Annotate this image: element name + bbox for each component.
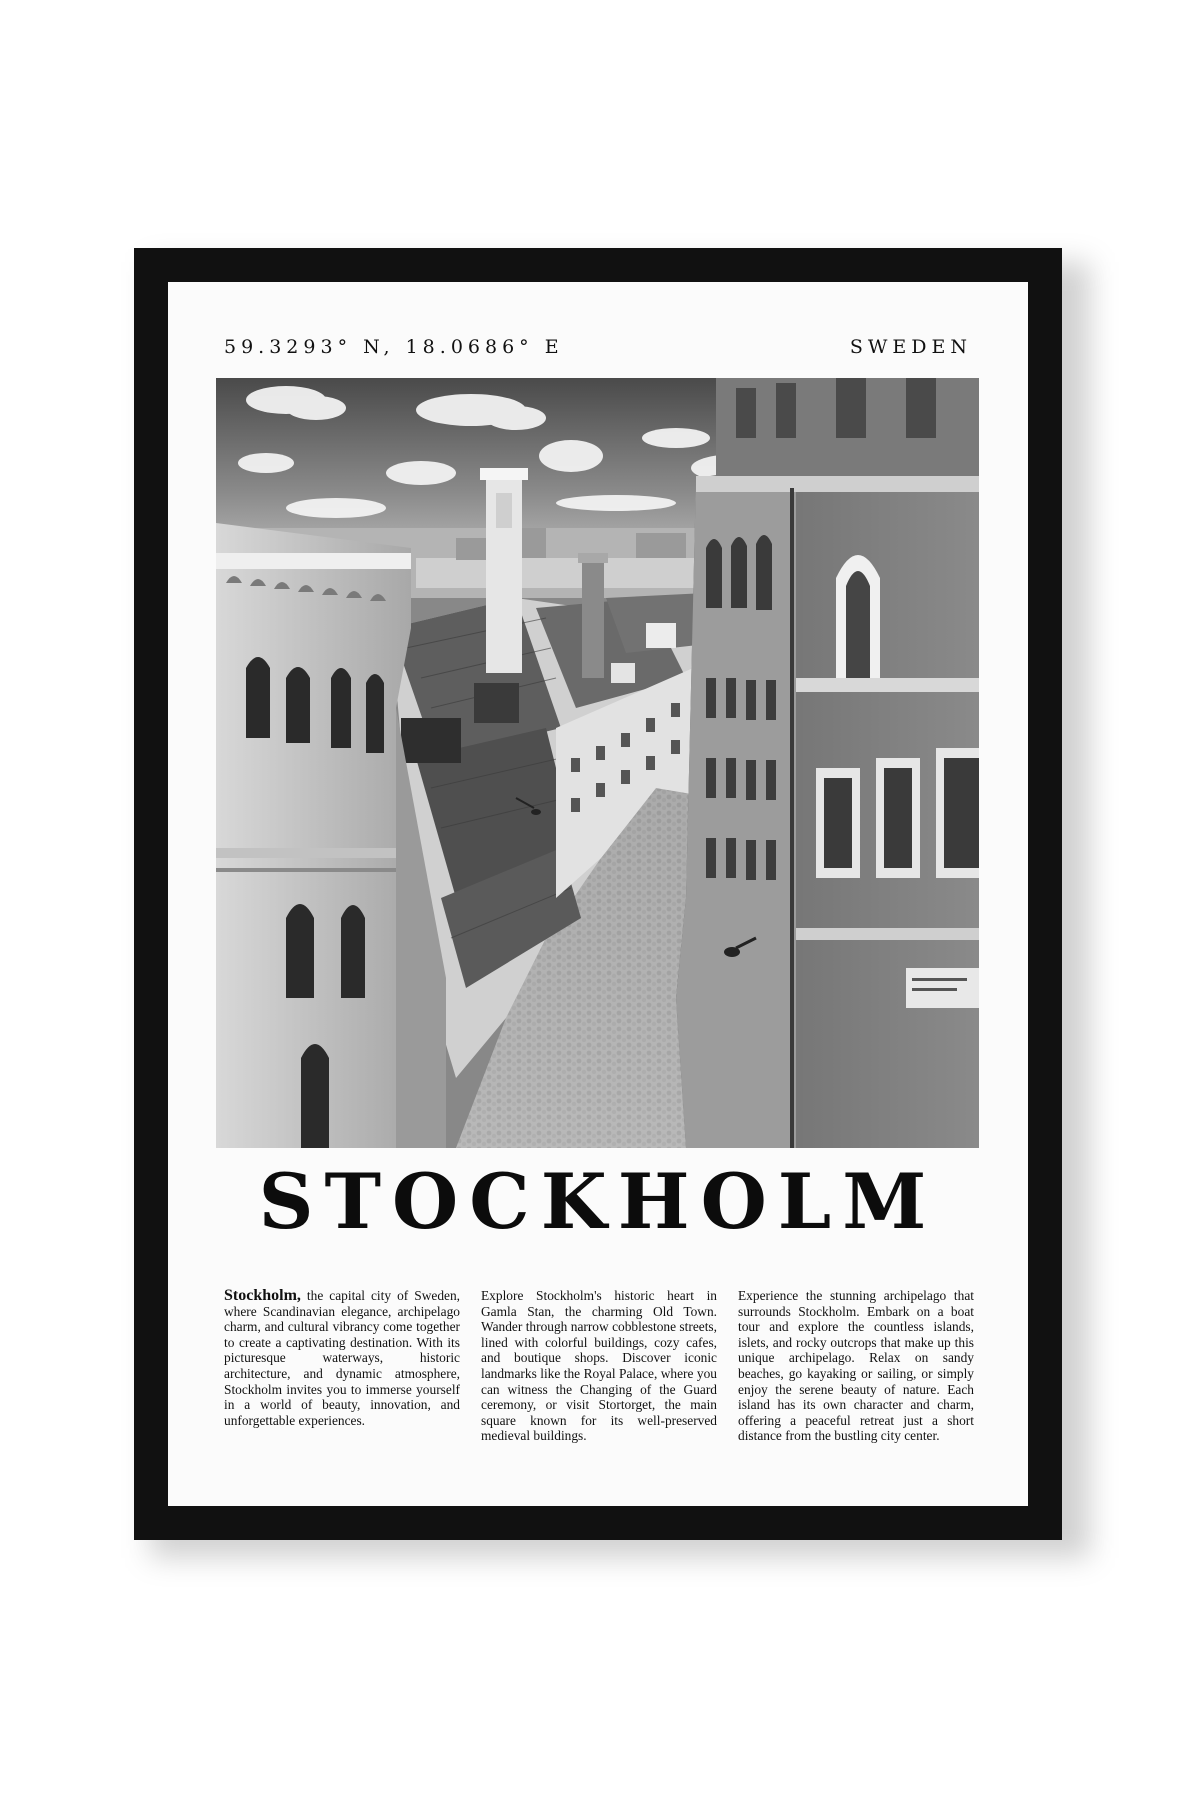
city-title: STOCKHOLM [258, 1157, 938, 1246]
poster-paper [168, 282, 1028, 1506]
column-2-text: Explore Stockholm's historic heart in Gamla Stan, the charming Old Town. Wander through narrow cobblestone streets, lined with colorful buildings, cozy cafes, and boutique shops. Discover iconic landmarks like the Royal Palace, where you can witness the Changing of the Guard ceremony, or visit Stortorget, the main square known for its well-preserved medieval buildings. [481, 1288, 717, 1444]
description-column-2 [481, 1288, 717, 1444]
column-1-text: the capital city of Sweden, where Scandinavian elegance, archipelago charm, and cultural vibrancy come together to create a captivating destination. With its picturesque waterways, historic architecture, and dynamic atmosphere, Stockholm invites you to immerse yourself in a world of beauty, innovation, and unforgettable experiences. [224, 1288, 460, 1428]
description-column-1 [224, 1288, 460, 1444]
column-3-text: Experience the stunning archipelago that surrounds Stockholm. Embark on a boat tour and explore the countless islands, islets, and rocky outcrops that make up this unique archipelago. Relax on sandy beaches, go kayaking or sailing, or simply enjoy the serene beauty of nature. Each island has its own character and charm, offering a peaceful retreat just a short distance from the bustling city center. [738, 1288, 974, 1444]
coordinates-text: 59.3293° N, 18.0686° E [224, 336, 564, 358]
poster-header [224, 334, 972, 360]
column-1-lead: Stockholm, [224, 1287, 301, 1304]
description-column-3 [738, 1288, 974, 1444]
description-columns [224, 1288, 974, 1444]
street-photo [216, 378, 979, 1148]
country-text: SWEDEN [849, 336, 972, 358]
poster-frame [134, 248, 1062, 1540]
